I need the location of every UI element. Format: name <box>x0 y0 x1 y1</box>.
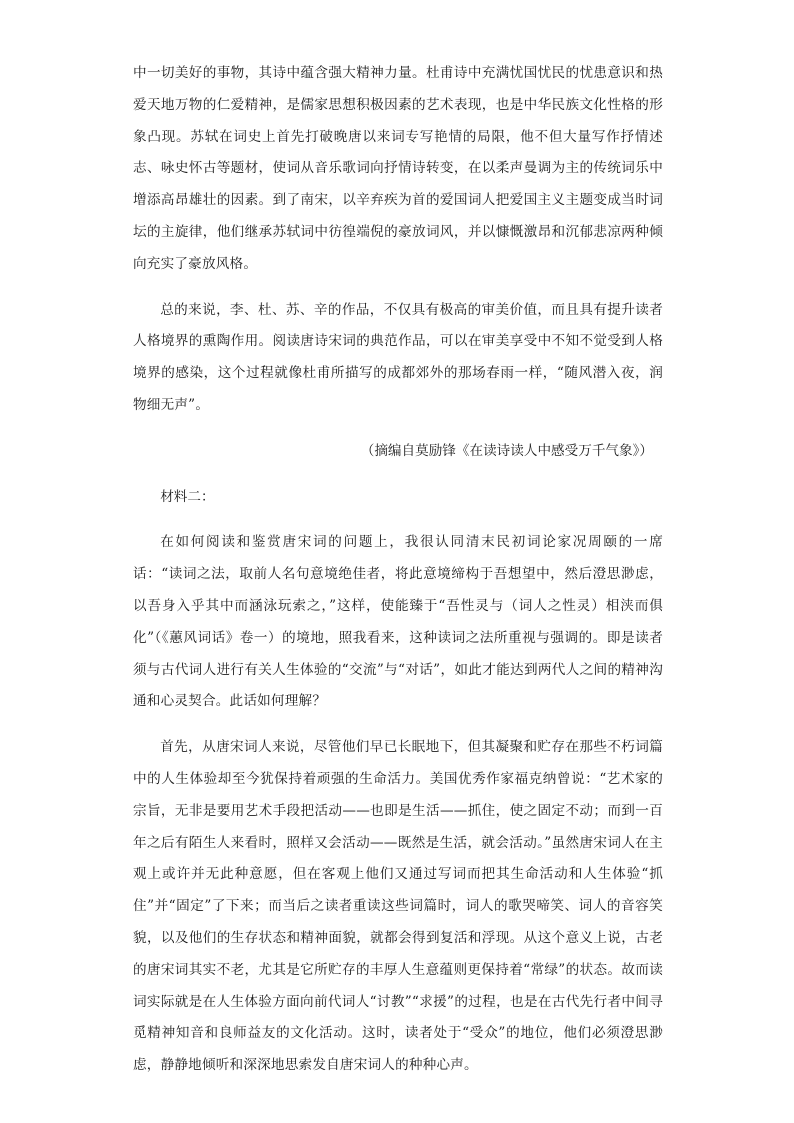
paragraph-3: 在如何阅读和鉴赏唐宋词的问题上，我很认同清末民初词论家况周颐的一席话：“读词之法，取前人名句意境绝佳者，将此意境缔构于吾想望中，然后澄思渺虑，以吾身入乎其中而涵泳玩索之，”这样，使能臻于“吾性灵与（词人之性灵）相浃而俱化”（《蕙风词话》卷一）的境地，照我看来，这种读词之法所重视与强调的。即是读者须与古代词人进行有关人生体验的“交流”与“对话”，如此才能达到两代人之间的精神沟通和心灵契合。此话如何理解？ <box>133 534 663 710</box>
paragraph-4: 首先，从唐宋词人来说，尽管他们早已长眠地下，但其凝聚和贮存在那些不朽词篇中的人生体验却至今犹保持着顽强的生命活力。美国优秀作家福克纳曾说：“艺术家的宗旨，无非是要用艺术手段把活动——也即是生活——抓住，使之固定不动；而到一百年之后有陌生人来看时，照样又会活动——既然是生活，就会活动。”虽然唐宋词人在主观上或许并无此种意愿，但在客观上他们又通过写词而把其生命活动和人生体验“抓住”并“固定”了下来；而当后之读者重读这些词篇时，词人的歌哭啼笑、词人的音容笑貌，以及他们的生存状态和精神面貌，就都会得到复活和浮现。从这个意义上说，古老的唐宋词其实不老，尤其是它所贮存的丰厚人生意蕴则更保持着“常绿”的状态。故而读词实际就是在人生体验方面向前代词人“讨教”“求援”的过程，也是在古代先行者中间寻觅精神知音和良师益友的文化活动。这时，读者处于“受众”的地位，他们必须澄思渺虑，静静地倾听和深深地思索发自唐宋词人的种种心声。 <box>133 739 663 1074</box>
paragraph-gap <box>133 468 663 482</box>
document-page <box>133 58 663 1082</box>
paragraph-2: 总的来说，李、杜、苏、辛的作品，不仅具有极高的审美价值，而且具有提升读者人格境界的熏陶作用。阅读唐诗宋词的典范作品，可以在审美享受中不知不觉受到人格境界的感染，这个过程就像杜甫所描写的成都郊外的那场春雨一样，“随风潜入夜，润物细无声”。 <box>133 301 663 413</box>
paragraph-gap <box>133 718 663 732</box>
paragraph-gap <box>133 422 663 436</box>
material-two-label: 材料二： <box>160 488 215 505</box>
paragraph-1: 中一切美好的事物，其诗中蕴含强大精神力量。杜甫诗中充满忧国忧民的忧患意识和热爱天地万物的仁爱精神，是儒家思想积极因素的艺术表现，也是中华民族文化性格的形象凸现。苏轼在词史上首先打破晚唐以来词专写艳情的局限，他不但大量写作抒情述志、咏史怀古等题材，使词从音乐歌词向抒情诗转变，在以柔声曼调为主的传统词乐中增添高昂雄壮的因素。到了南宋，以辛弃疾为首的爱国词人把爱国主义主题变成当时词坛的主旋律，他们继承苏轼词中彷徨端倪的豪放词风，并以慷慨激昂和沉郁悲凉两种倾向充实了豪放风格。 <box>133 65 663 272</box>
source-citation: （摘编自莫励锋《在读诗读人中感受万千气象》） <box>360 442 653 459</box>
paragraph-gap <box>133 513 663 527</box>
paragraph-gap <box>133 281 663 295</box>
